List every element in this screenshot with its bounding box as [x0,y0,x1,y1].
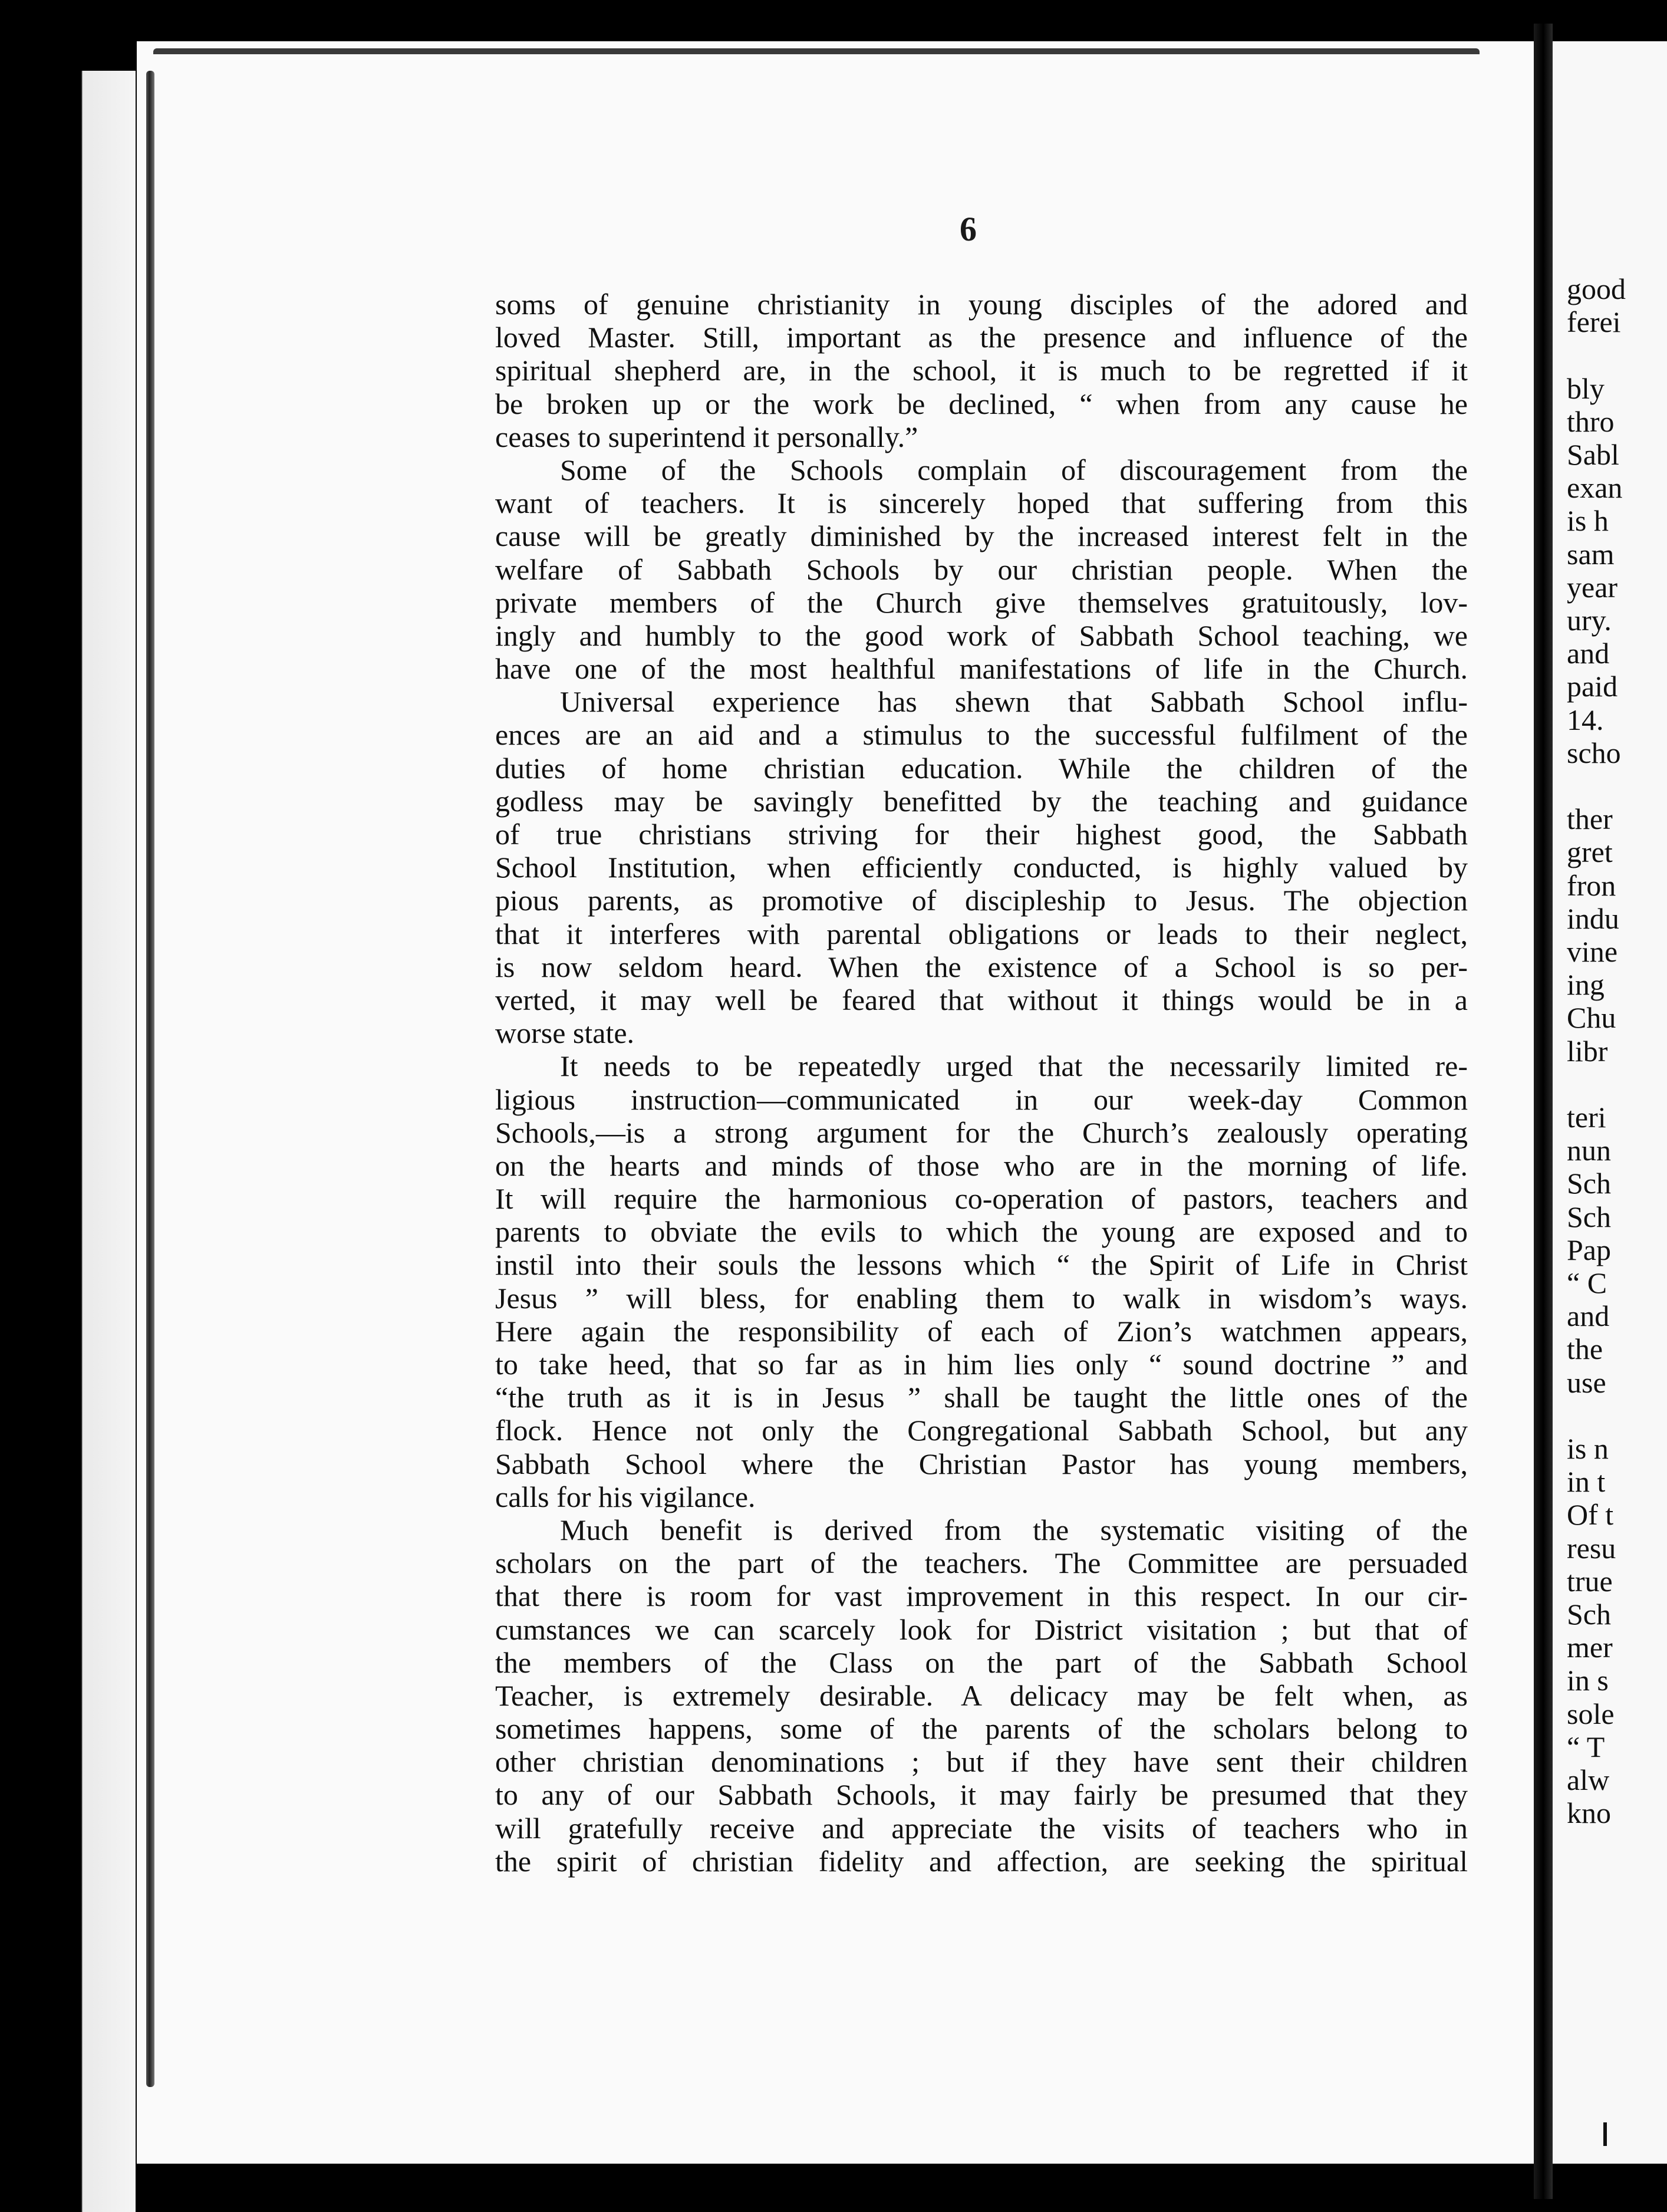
text-line: have one of the most healthful manifestations of life in the Church. [495,652,1468,686]
facing-page-fragment: libr [1567,1034,1608,1068]
facing-page-fragment: Chu [1567,1001,1616,1035]
facing-page-fragment: Sabl [1567,438,1619,471]
facing-page-fragment: kno [1567,1796,1611,1830]
text-line: to any of our Sabbath Schools, it may fairly be presumed that they [495,1778,1468,1812]
text-line: flock. Hence not only the Congregational Sabbath School, but any [495,1414,1468,1447]
page-number: 6 [960,210,977,248]
text-line: ences are an aid and a stimulus to the successful fulfilment of the [495,718,1468,752]
facing-page-fragment: paid [1567,670,1618,703]
text-line: ingly and humbly to the good work of Sabbath School teaching, we [495,618,1468,652]
facing-page-fragment: gret [1567,835,1613,869]
facing-page-fragment: scho [1567,736,1621,769]
facing-page-fragment: resu [1567,1531,1616,1565]
facing-page-fragment: ing [1567,968,1605,1002]
text-line: will gratefully receive and appreciate the visits of teachers who in [495,1811,1468,1845]
facing-page-fragment: ury. [1567,604,1612,637]
gutter-fold [1534,24,1553,2199]
text-line: calls for his vigilance. [495,1480,756,1513]
text-line: scholars on the part of the teachers. The Committee are persuaded [495,1546,1468,1580]
text-line: godless may be savingly benefitted by the teaching and guidance [495,784,1468,818]
text-line: welfare of Sabbath Schools by our christian people. When the [495,552,1468,586]
facing-page-fragment: in s [1567,1664,1609,1697]
text-line: Teacher, is extremely desirable. A delicacy may be felt when, as [495,1678,1468,1712]
facing-page-fragment: true [1567,1564,1613,1598]
text-line: It needs to be repeatedly urged that the necessarily limited re- [560,1049,1468,1083]
page-binding-edge [146,71,154,2087]
text-line: verted, it may well be feared that without it things would be in a [495,983,1468,1016]
body-text [495,288,1468,1878]
text-line: Here again the responsibility of each of Zion’s watchmen appears, [495,1314,1468,1348]
facing-page-fragment: thro [1567,404,1615,438]
facing-page-fragment: nun [1567,1134,1611,1167]
left-page-edge [0,71,136,2212]
text-line: to take heed, that so far as in him lies only “ sound doctrine ” and [495,1348,1468,1381]
facing-page-fragment: Sch [1567,1598,1611,1631]
text-line: parents to obviate the evils to which the young are exposed and to [495,1215,1468,1249]
text-line: that there is room for vast improvement in this respect. In our cir- [495,1579,1468,1613]
text-line: Universal experience has shewn that Sabbath School influ- [560,685,1468,719]
text-line: instil into their souls the lessons which “ the Spirit of Life in Christ [495,1248,1468,1282]
facing-page-fragment: in t [1567,1465,1606,1499]
facing-page-fragment: “ C [1567,1266,1607,1299]
text-line: be broken up or the work be declined, “ when from any cause he [495,387,1468,420]
scan-mark [1603,2122,1607,2146]
facing-page-fragment: Sch [1567,1200,1611,1233]
facing-page [1553,41,1667,2164]
facing-page-fragment: teri [1567,1101,1606,1134]
facing-page-fragment: is n [1567,1432,1609,1465]
facing-page-fragment: sam [1567,537,1615,571]
text-line: spiritual shepherd are, in the school, it is much to be regretted if it [495,354,1468,387]
facing-page-fragment: Sch [1567,1167,1611,1200]
facing-page-fragment: sole [1567,1697,1615,1730]
text-line: “the truth as it is in Jesus ” shall be taught the little ones of the [495,1381,1468,1414]
facing-page-fragment: alw [1567,1763,1610,1796]
text-line: duties of home christian education. While the children of the [495,751,1468,785]
facing-page-fragment: and [1567,637,1610,670]
facing-page-fragment: “ T [1567,1730,1605,1763]
text-line: Some of the Schools complain of discouragement from the [560,453,1468,486]
facing-page-fragment: use [1567,1365,1606,1399]
text-line: want of teachers. It is sincerely hoped that suffering from this [495,486,1468,520]
facing-page-fragment: is h [1567,504,1609,538]
facing-page-fragment: indu [1567,901,1619,935]
text-line: cause will be greatly diminished by the increased interest felt in the [495,519,1468,553]
text-line: Much benefit is derived from the systematic visiting of the [560,1513,1468,1546]
text-line: School Institution, when efficiently conducted, is highly valued by [495,851,1468,884]
text-line: sometimes happens, some of the parents of the scholars belong to [495,1712,1468,1746]
facing-page-fragment: exan [1567,471,1623,505]
text-line: Schools,—is a strong argument for the Church’s zealously operating [495,1115,1468,1149]
text-line: private members of the Church give themselves gratuitously, lov- [495,585,1468,619]
facing-page-fragment: Pap [1567,1233,1611,1266]
facing-page-fragment: mer [1567,1631,1613,1664]
facing-page-fragment: ther [1567,802,1613,836]
text-line: is now seldom heard. When the existence of a School is so per- [495,950,1468,983]
facing-page-fragment: 14. [1567,703,1604,736]
facing-page-fragment: the [1567,1332,1603,1366]
text-line: Sabbath School where the Christian Pastor has young members, [495,1447,1468,1480]
text-line: worse state. [495,1016,635,1050]
page-top-edge [153,48,1480,54]
facing-page-fragment: year [1567,570,1618,604]
text-line: on the hearts and minds of those who are in the morning of life. [495,1148,1468,1182]
text-line: loved Master. Still, important as the presence and influence of the [495,321,1468,354]
text-line: the spirit of christian fidelity and affection, are seeking the spiritual [495,1844,1468,1878]
text-line: It will require the harmonious co-operation of pastors, teachers and [495,1182,1468,1216]
text-line: soms of genuine christianity in young disciples of the adored and [495,288,1468,321]
text-line: ceases to superintend it personally.” [495,420,918,453]
text-line: the members of the Class on the part of the Sabbath School [495,1645,1468,1679]
text-line: that it interferes with parental obligations or leads to their neglect, [495,917,1468,950]
facing-page-fragment: and [1567,1299,1610,1333]
text-line: Jesus ” will bless, for enabling them to walk in wisdom’s ways. [495,1281,1468,1315]
text-line: pious parents, as promotive of discipleship to Jesus. The objection [495,884,1468,917]
facing-page-fragment: bly [1567,371,1605,405]
text-line: of true christians striving for their highest good, the Sabbath [495,818,1468,851]
facing-page-fragment: ferei [1567,305,1621,339]
facing-page-fragment: Of t [1567,1498,1614,1532]
text-line: other christian denominations ; but if they have sent their children [495,1745,1468,1779]
facing-page-fragment: fron [1567,868,1616,902]
facing-page-fragment: good [1567,272,1626,305]
text-line: cumstances we can scarcely look for District visitation ; but that of [495,1612,1468,1646]
facing-page-fragment: vine [1567,935,1618,968]
text-line: ligious instruction—communicated in our week-day Common [495,1082,1468,1116]
